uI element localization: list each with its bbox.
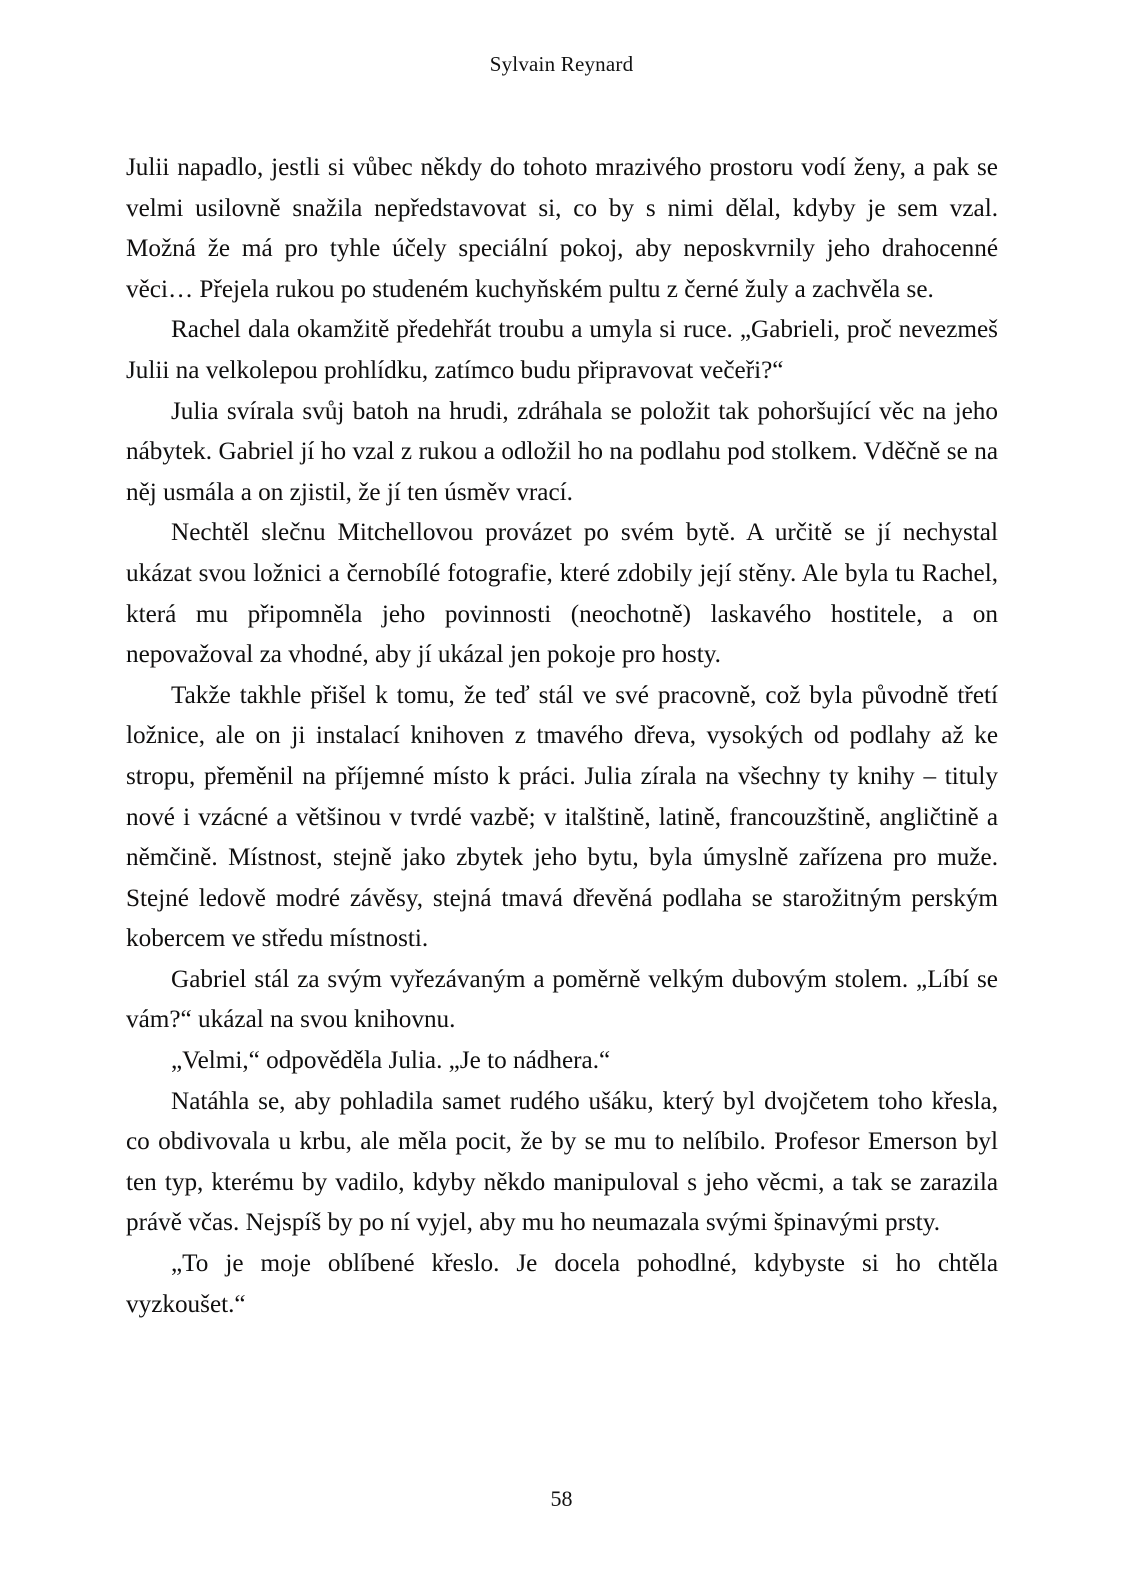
paragraph: Takže takhle přišel k tomu, že teď stál ve své pracovně, což byla původně třetí ložnice, ale on ji instalací knihoven z tmavého dřeva, vysokých od podlahy až ke stropu, přeměnil na příjemné místo k práci. Julia zírala na všechny ty knihy – tituly nové i vzácné a většinou v tvrdé vazbě; v italštině, latině, francouzštině, angličtině a němčině. Místnost, stejně jako zbytek jeho bytu, byla úmyslně zařízena pro muže. Stejné ledově modré závěsy, stejná tmavá dřevěná podlaha se starožitným perským kobercem ve středu místnosti. (126, 681, 998, 953)
paragraph: Natáhla se, aby pohladila samet rudého ušáku, který byl dvojčetem toho křesla, co obdivovala u krbu, ale měla pocit, že by se mu to nelíbilo. Profesor Emerson byl ten typ, kterému by vadilo, kdyby někdo manipuloval s jeho věcmi, a tak se zarazila právě včas. Nejspíš by po ní vyjel, aby mu ho neumazala svými špinavými prsty. (126, 1087, 998, 1237)
paragraph: „Velmi,“ odpověděla Julia. „Je to nádhera.“ (171, 1047, 611, 1075)
paragraph: Julii napadlo, jestli si vůbec někdy do tohoto mrazivého prostoru vodí ženy, a pak se velmi usilovně snažila nepředstavovat si, co by s nimi dělal, kdyby je sem vzal. Možná že má pro tyhle účely speciální pokoj, aby neposkvrnily jeho drahocenné věci… Přejela rukou po studeném kuchyňském pultu z černé žuly a zachvěla se. (126, 154, 998, 303)
body-text (126, 148, 998, 1325)
paragraph: Julia svírala svůj batoh na hrudi, zdráhala se položit tak pohoršující věc na jeho nábytek. Gabriel jí ho vzal z rukou a odložil ho na podlahu pod stolkem. Vděčně se na něj usmála a on zjistil, že jí ten úsměv vrací. (126, 397, 998, 506)
running-head: Sylvain Reynard (489, 52, 634, 76)
paragraph: Nechtěl slečnu Mitchellovou provázet po svém bytě. A určitě se jí nechystal ukázat svou ložnici a černobílé fotografie, které zdobily její stěny. Ale byla tu Rachel, která mu připomněla jeho povinnosti (neochotně) laskavého hostitele, a on nepovažoval za vhodné, aby jí ukázal jen pokoje pro hosty. (126, 519, 998, 669)
page-number: 58 (550, 1486, 573, 1511)
paragraph: „To je moje oblíbené křeslo. Je docela pohodlné, kdybyste si ho chtěla vyzkoušet.“ (126, 1250, 998, 1318)
paragraph: Gabriel stál za svým vyřezávaným a poměrně velkým dubovým stolem. „Líbí se vám?“ ukázal na svou knihovnu. (126, 965, 998, 1034)
paragraph: Rachel dala okamžitě předehřát troubu a umyla si ruce. „Gabrieli, proč nevezmeš Julii na velkolepou prohlídku, zatímco budu připravovat večeři?“ (126, 316, 998, 384)
